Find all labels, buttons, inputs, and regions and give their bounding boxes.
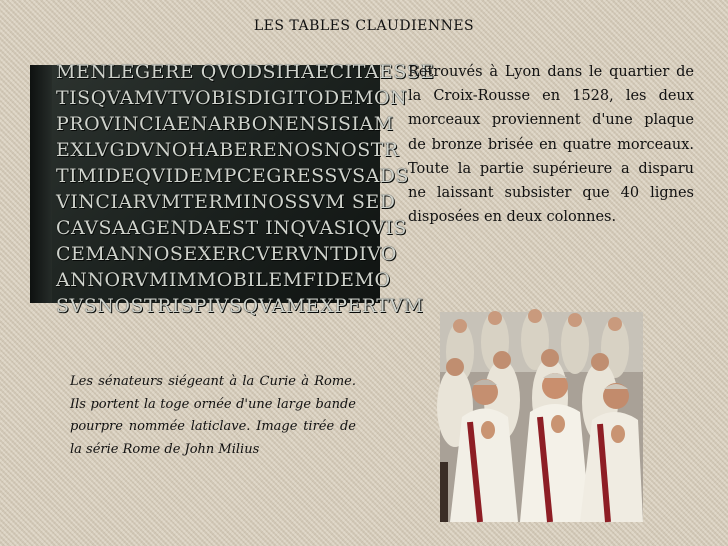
inscription-line: EXLVGDVNOHABERENOSNOSTR: [56, 139, 399, 161]
bronze-inscription-image: [30, 61, 435, 317]
inscription-text: [30, 59, 435, 319]
inscription-line: PROVINCIAENARBONENSISIAM: [56, 113, 394, 135]
inscription-line: CEMANNOSEXERCVERVNTDIVO: [56, 243, 397, 265]
photo-caption: Les sénateurs siégeant à la Curie à Rome. Ils portent la toge ornée d'une large bande pourpre nommée laticlave. Image tirée de la série Rome de John Milius: [70, 374, 356, 457]
senators-illustration: [440, 312, 643, 522]
inscription-line: VINCIARVMTERMINOSSVM SED: [56, 191, 396, 213]
inscription-line: CAVSAAGENDAEST INQVASIQVIS: [56, 217, 407, 239]
inscription-line: TIMIDEQVIDEMPCEGRESSVSADS: [56, 165, 410, 187]
senators-photo: [440, 312, 643, 522]
inscription-line: MENLEGERE QVODSIHAECITAESSE: [56, 61, 435, 83]
description-paragraph: Retrouvés à Lyon dans le quartier de la Croix-Rousse en 1528, les deux morceaux proviennent d'une plaque de bronze brisée en quatre morceaux. Toute la partie supérieure a disparu ne laissant subsister que 40 lignes disposées en deux colonnes.: [408, 64, 694, 226]
inscription-line: ANNORVMIMMOBILEMFIDEMO: [56, 269, 391, 291]
inscription-line: TISQVAMVTVOBISDIGITODEMON: [56, 87, 408, 109]
slide-title: LES TABLES CLAUDIENNES: [253, 18, 475, 34]
inscription-line: SVSNOSTRISPIVSQVAMEXPERTVM: [56, 295, 424, 317]
